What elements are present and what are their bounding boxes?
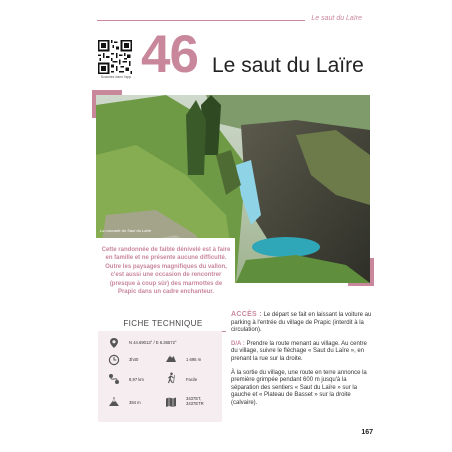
acces-paragraph — [231, 311, 373, 335]
qr-code-icon[interactable] — [98, 40, 132, 74]
fiche-title: FICHE TECHNIQUE — [123, 319, 203, 328]
gps-pin-icon — [108, 337, 120, 349]
hike-number: 46 — [141, 25, 198, 84]
photo-caption: La cascade du Saut du Laïre — [100, 228, 152, 233]
running-title: Le saut du Laïre — [311, 15, 362, 22]
da-label: D/A : — [231, 340, 245, 347]
fiche-duration: 3h40 — [129, 357, 139, 362]
page-number: 167 — [361, 429, 373, 436]
clock-icon — [108, 354, 120, 366]
map-icon — [165, 396, 177, 408]
fiche-maps: 3437ET, 3437ETR — [186, 396, 204, 406]
elevation-icon — [108, 396, 120, 408]
mountain-icon — [165, 352, 177, 364]
page-title: Le saut du Laïre — [212, 54, 364, 77]
acces-text: Le départ se fait en laissant la voiture au parking à l'entrée du village de Prapic (interdit à la circulation). — [231, 312, 372, 334]
fiche-difficulty: Facile — [186, 377, 198, 382]
route-icon — [108, 373, 120, 385]
acces-label: ACCÈS : — [231, 311, 262, 318]
hiker-icon — [165, 372, 177, 384]
fiche-distance: 8,97 km — [129, 377, 144, 382]
intro-text: Cette randonnée de faible dénivelé est à faire en famille et ne présente aucune difficulté. Outre les paysages magnifiques du vallon, c'est aussi une occasion de rencontrer (presque à coup sûr) des marmottes de Prapic dans un cadre enchanteur. — [101, 247, 231, 296]
fiche-altitude: 1 695 m — [186, 357, 202, 362]
fiche-coords: N 44.69013° / E 6.36572° — [129, 340, 177, 345]
directions-paragraph: À la sortie du village, une route en terre annonce la première grimpée pendant 600 m jusqu'à la séparation des sentiers « Saut du Laïre » sur la gauche et « Plateau de Basset » sur la droite (calvaire). — [231, 369, 367, 406]
da-text: Prendre la route menant au village. Au centre du village, suivre le fléchage « Saut du Laïre », en prenant la rue sur la droite. — [231, 340, 367, 362]
directions-column — [231, 311, 373, 414]
da-paragraph — [231, 341, 373, 364]
qr-caption: Scannez dans l'app — [100, 75, 132, 79]
fiche-elevation: 384 m — [129, 400, 141, 405]
header-rule — [97, 20, 305, 21]
intro-box — [95, 238, 235, 308]
